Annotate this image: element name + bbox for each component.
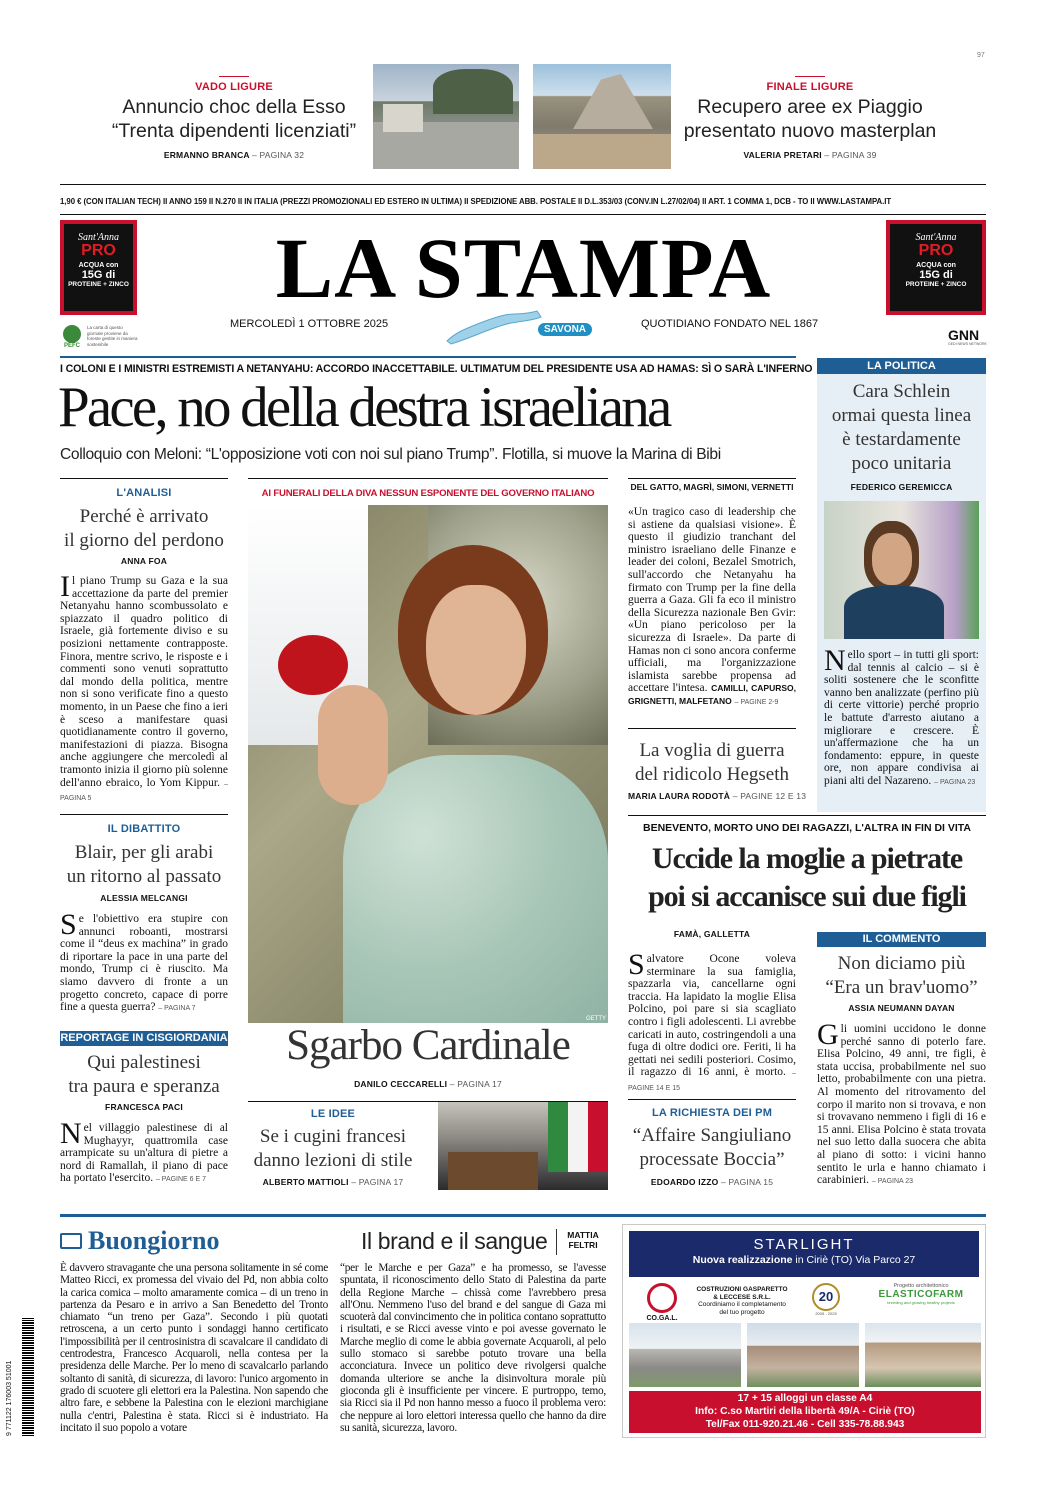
liguria-map-icon (445, 307, 545, 345)
headline (676, 95, 944, 143)
real-estate-ad[interactable] (622, 1224, 986, 1438)
masthead-title[interactable]: LA STAMPA (275, 220, 772, 316)
body-text: Il piano Trump su Gaza e la sua accettazione da parte del premier Netanyahu hanno scombussolato e spiazzato il quadro politico di Israele, già fortemente diviso e su posizioni nettamente contrapposte. Finora, mentre scrivo, le risposte e i commenti sono venuti soprattutto dal mondo della politica, mentre non si sono verificate fino a questo momento, in un Paese che fino a ieri è sceso a manifestare quasi quotidianamente contro il governo, manifestazioni di piazza. Bisogna anche aggiungere che mercoledì al tramonto inizia il giorno più solenne dell'anno ebraico, lo Yom Kippur. – PAGINA 5 (60, 570, 228, 803)
barcode-digits: 9 771122 176003 51001 (6, 1360, 13, 1436)
ad-info-box: 17 + 15 alloggi un classe A4 Info: C.so Martiri della libertà 49/A - Ciriè (TO) Tel/Fax 011-920.21.46 - Cell 335-78.88.943 (629, 1391, 981, 1433)
ad-brand: STARLIGHT (753, 1236, 855, 1253)
ad-brand: Sant'Anna (77, 232, 120, 243)
divider (219, 76, 249, 77)
info-line: 1,90 € (CON ITALIAN TECH) II ANNO 159 II N.270 II IN ITALIA (PREZZI PROMOZIONALI ED ESTERO IN ULTIMA) II SPEDIZIONE ABB. POSTALE II D.L.353/03 (CONV.IN L.27/02/04) II ART. 1 COMMA 1, DCB - TO II WWW.LASTAMPA.IT (60, 197, 892, 206)
benevento-kicker: BENEVENTO, MORTO UNO DEI RAGAZZI, L'ALTRA IN FIN DI VITA (643, 822, 971, 834)
kicker: REPORTAGE IN CISGIORDANIA (60, 1032, 228, 1044)
builder-text: COSTRUZIONI GASPARETTO & LECCESE S.R.L. Coordiniamo il completamento del tuo progetto (696, 1286, 788, 1316)
ad-line: 15G di (919, 269, 953, 281)
schlein-photo (824, 501, 979, 639)
esso-photo (373, 64, 519, 169)
lead-headline[interactable]: Pace, no della destra israeliana (58, 376, 670, 439)
cardinale-kicker: AI FUNERALI DELLA DIVA NESSUN ESPONENTE DEL GOVERNO ITALIANO (261, 488, 595, 499)
pefc-note: La carta di questo giornale proviene da foreste gestite in maniera sostenibile (87, 325, 138, 347)
body-text: Nello sport – in tutti gli sport: dal tennis al calcio – si è soliti sostenere che le sconfitte vanno ben analizzate (perfino più di certe vittorie) perché proprio le battute d'arresto aiutano a migliorare e crescere. È un'affermazione che ha un fondamento: eppure, in queste ore, non appare condivisa ai piani alti del Nazareno. – PAGINA 23 (824, 644, 979, 787)
body-text: Se l'obiettivo era stupire con annunci roboanti, mostrarsi come il “deus ex machina” in grado di riportare la pace in una parte del mondo, Trump ci è riuscito. Ma siamo davvero di fronte a un progetto concreto, capace di porre fine a questa guerra? – PAGINA 7 (60, 908, 228, 1014)
divider (60, 814, 228, 815)
bottom-rule (60, 1214, 986, 1217)
cogal-logo: CO.GA.L. (633, 1283, 691, 1322)
byline: ERMANNO BRANCA – PAGINA 32 (163, 150, 305, 160)
ad-pro: PRO (918, 242, 954, 259)
kicker: IL COMMENTO (817, 932, 986, 947)
ad-line: 15G di (81, 269, 116, 281)
ad-pro: PRO (81, 242, 116, 259)
buongiorno-col2: “per le Marche e per Gaza” e ha promesso, se l'avesse spuntata, il riconoscimento dello Stato di Palestina da parte della Regione Marche – chissà come l'avrebbero presa all'Onu. Nemmeno l'uso del brand e del sangue di Gaza mi scuoterà dal convincimento che in politica contano soprattutto i risultati, e se Ricci avesse vinto e poi avesse governato le Marche meglio di come le abbia governate Acquaroli, al pelo sullo stomaco si sarebbe potuto trovare una bella acconciatura. Invece un politico deve rivolgersi qualche domanda ulteriore se anche la disinvoltura morale più gioconda gli è insufficiente per vincere. E purtroppo, temo, sia Ricci sia il Pd non hanno messo a fuoco il problema vero: che neppure ai loro elettori interessa quello che hanno da dire su sanità, sicurezza, lavoro. (340, 1262, 606, 1434)
kicker: L'ANALISI (116, 487, 172, 499)
anniversary-badge: 20 2005 - 2025 (811, 1283, 841, 1316)
cisgiordania-article[interactable] (60, 1031, 228, 1188)
hegseth-article[interactable] (628, 739, 807, 801)
headline: Qui palestinesi tra paura e speranza (68, 1052, 220, 1097)
edition-date: MERCOLEDÌ 1 OTTOBRE 2025 (230, 318, 389, 330)
headline: La voglia di guerra del ridicolo Hegseth (634, 740, 790, 785)
ad-line: PROTEINE + ZINCO (905, 281, 967, 288)
funeral-photo (438, 1102, 608, 1190)
top-right-teaser[interactable] (676, 76, 944, 160)
edition-badge: SAVONA (538, 323, 592, 336)
lead-body: «Un tragico caso di leadership che si astiene da qualsiasi visione». È questo il giudizio tranchant del ministro israeliano delle Finanze e leader dei coloni, Bezalel Smotrich, sull'accordo che Netanyahu ha firmato con Trump per la fine della guerra a Gaza. Gli fa eco il ministro della Sicurezza nazionale Ben Gvir: «Un piano pericoloso per la sicurezza di Israele». Da parte di Hamas non ci sono ancora conferme ufficiali, ma l'organizzazione islamista sarebbe propensa ad accettare l'intesa. CAMILLI, CAPURSO, GRIGNETTI, MALFETANO – PAGINE 2-9 (628, 506, 797, 706)
body-text: Gli uomini uccidono le donne perché sanno di poterlo fare. Elisa Polcino, 49 anni, tre figli, è stata uccisa, probabilmente nel suo letto, probabilmente con una pietra. Al momento del ritrovamento del corpo il marito non si trovava, e non si trovavano nemmeno i figli di 16 e 15 anni. Elisa Polcino è stata trovata nel suo letto dalla suocera che abita al piano di sotto: i vicini hanno sentito le urla e hanno chiamato i carabinieri. – PAGINA 23 (817, 1018, 986, 1187)
byline: EDOARDO IZZO – PAGINA 15 (650, 1177, 774, 1187)
info-rule (60, 214, 986, 215)
headline: Blair, per gli arabi un ritorno al passato (66, 842, 222, 887)
lead-subheadline: Colloquio con Meloni: “L'opposizione voti con noi sul piano Trump”. Flotilla, si muove la Marina di Bibi (60, 446, 721, 463)
headline-line-1: Recupero aree ex Piaggio (697, 96, 923, 118)
photo-credit: GETTY (585, 1016, 606, 1022)
building-render-2 (747, 1323, 859, 1387)
top-rule (60, 184, 986, 185)
kicker: IL DIBATTITO (107, 823, 181, 835)
body-text: Nel villaggio palestinese di al Mughayyr, quattromila case arrampicate su un'altura di pietre a nord di Ramallah, il piano di pace ha portato l'esercito. – PAGINE 6 E 7 (60, 1117, 228, 1185)
benevento-rule (628, 815, 986, 816)
kicker: LA RICHIESTA DEI PM (651, 1107, 773, 1119)
building-render-1 (629, 1323, 741, 1387)
author: FEDERICO GEREMICCA (850, 482, 953, 492)
lead-kicker: I COLONI E I MINISTRI ESTREMISTI A NETANYAHU: ACCORDO INACCETTABILE. ULTIMATUM DEL PRESIDENTE USA AD HAMAS: SÌ O SARÀ L'INFERNO (60, 363, 813, 375)
kicker: LE IDEE (310, 1108, 356, 1120)
buongiorno-col1: È davvero stravagante che una persona solitamente in sé come Matteo Ricci, ex promessa del vivaio del Pd, non abbia colto la carica comica – molto amaramente comica – di un treno in partenza da Pesaro e in arrivo a San Benedetto del Tronto chiamato “un treno per Gaza”. Secondo i più quotati retroscena, a un certo punto i sondaggi hanno certificato l'impossibilità per il centrosinistra di scavalcare il candidato di centrodestra, Francesco Acquaroli, nella contesa per la presidenza delle Marche. Per lo meno di scavalcarlo parlando soltanto di sanità, di sicurezza, di lavoro: l'unico argomento in grado di scuotere gli elettori era la Palestina. Non sapendo che altro fare, e sebbene la Palestina con le elezioni marchigiane nulla c'entri, Palestina è stata. Ricci si è industriato. Ha incitato il suo popolo a votare (60, 1262, 328, 1434)
center-rule (248, 478, 608, 479)
divider (60, 478, 228, 479)
lead-top-rule (60, 356, 796, 358)
cardinale-photo[interactable] (248, 505, 608, 1023)
author: FRANCESCA PACI (105, 1102, 183, 1112)
kicker: FINALE LIGURE (766, 81, 854, 93)
benevento-author: FAMÀ, GALLETTA (673, 929, 751, 939)
ad-line: PROTEINE + ZINCO (68, 281, 129, 288)
benevento-body: Salvatore Ocone voleva sterminare la sua famiglia, spazzarla via, cancellarne ogni traccia. Ha lapidato la moglie Elisa Polcino, poi pare si sia scagliato contro i figli adolescenti. Li avrebbe caricati in auto, costringendoli a una fuga di oltre dodici ore. Feriti, li ha gettati nei sedili posteriori. Cosimo, il ragazzo di 16 anni, è morto. – PAGINE 14 E 15 (628, 948, 796, 1092)
ad-line: ACQUA con (78, 262, 119, 269)
headline-line-1: Annuncio choc della Esso (122, 96, 346, 118)
ad-right[interactable] (886, 220, 986, 315)
byline: ALBERTO MATTIOLI – PAGINA 17 (262, 1177, 404, 1187)
ad-brand: Sant'Anna (915, 232, 957, 243)
headline (100, 95, 368, 143)
ad-header: STARLIGHT Nuova realizzazione in Ciriè (TO) Via Parco 27 (629, 1231, 979, 1277)
idee-article[interactable] (248, 1108, 418, 1187)
sangiuliano-rule (628, 1099, 796, 1100)
ad-left[interactable] (60, 220, 137, 315)
headline-line-2: “Trenta dipendenti licenziati” (111, 120, 357, 142)
top-left-teaser[interactable] (100, 76, 368, 160)
dibattito-article[interactable] (60, 814, 228, 1017)
commento-article[interactable] (817, 932, 986, 1187)
analisi-article[interactable] (60, 478, 228, 803)
ad-line: ACQUA con (916, 262, 956, 269)
buongiorno-author: MATTIA FELTRI (567, 1230, 599, 1250)
sangiuliano-article[interactable] (628, 1107, 796, 1187)
hegseth-rule (628, 728, 796, 729)
headline-line-2: presentato nuovo masterplan (683, 120, 937, 142)
byline: MARIA LAURA RODOTÀ – PAGINE 12 E 13 (628, 791, 807, 801)
cardinale-byline: DANILO CECCARELLI – PAGINA 17 (354, 1079, 502, 1089)
author: ASSIA NEUMANN DAYAN (848, 1003, 955, 1013)
author: ANNA FOA (120, 556, 168, 566)
kicker: VADO LIGURE (195, 81, 273, 93)
byline: VALERIA PRETARI – PAGINA 39 (743, 150, 877, 160)
building-render-3 (865, 1323, 981, 1387)
headline: Non diciamo più “Era un brav'uomo” (825, 953, 978, 998)
headline: “Affaire Sangiuliano processate Boccia” (632, 1125, 792, 1170)
lead-authors: DEL GATTO, MAGRÌ, SIMONI, VERNETTI (630, 482, 794, 492)
buongiorno-title: Buongiorno (60, 1226, 220, 1256)
corner-number: 97 (977, 52, 985, 59)
buongiorno-headline[interactable]: Il brand e il sangue (361, 1228, 548, 1254)
barcode (22, 1318, 34, 1436)
buongiorno-rule (556, 1229, 557, 1255)
headline: Perché è arrivato il giorno del perdono (64, 506, 224, 551)
divider (795, 76, 825, 77)
piaggio-photo (533, 64, 671, 169)
author: ALESSIA MELCANGI (100, 893, 188, 903)
founded-line: QUOTIDIANO FONDATO NEL 1867 (641, 318, 819, 330)
benevento-headline[interactable] (626, 840, 988, 916)
headline: Se i cugini francesi danno lezioni di stile (253, 1126, 413, 1171)
politica-article[interactable] (817, 358, 986, 812)
lead-body-rule (628, 478, 796, 479)
leaf-icon (63, 325, 81, 343)
headline: Cara Schlein ormai questa linea è testardamente poco unitaria (831, 381, 972, 474)
headline-line-1: Uccide la moglie a pietrate (651, 842, 963, 875)
gnn-logo: GNN GEDI NEWS NETWORK (948, 327, 987, 346)
cardinale-headline[interactable]: Sgarbo Cardinale (286, 1022, 570, 1069)
elastico-logo: Progetto architettonico ELASTICOFARM breeding and growing healthy projects (878, 1283, 964, 1305)
newspaper-icon (60, 1233, 82, 1249)
pefc-logo: PEFC (60, 325, 84, 349)
headline-line-2: poi si accanisce sui due figli (648, 880, 966, 913)
kicker: LA POLITICA (817, 358, 986, 374)
